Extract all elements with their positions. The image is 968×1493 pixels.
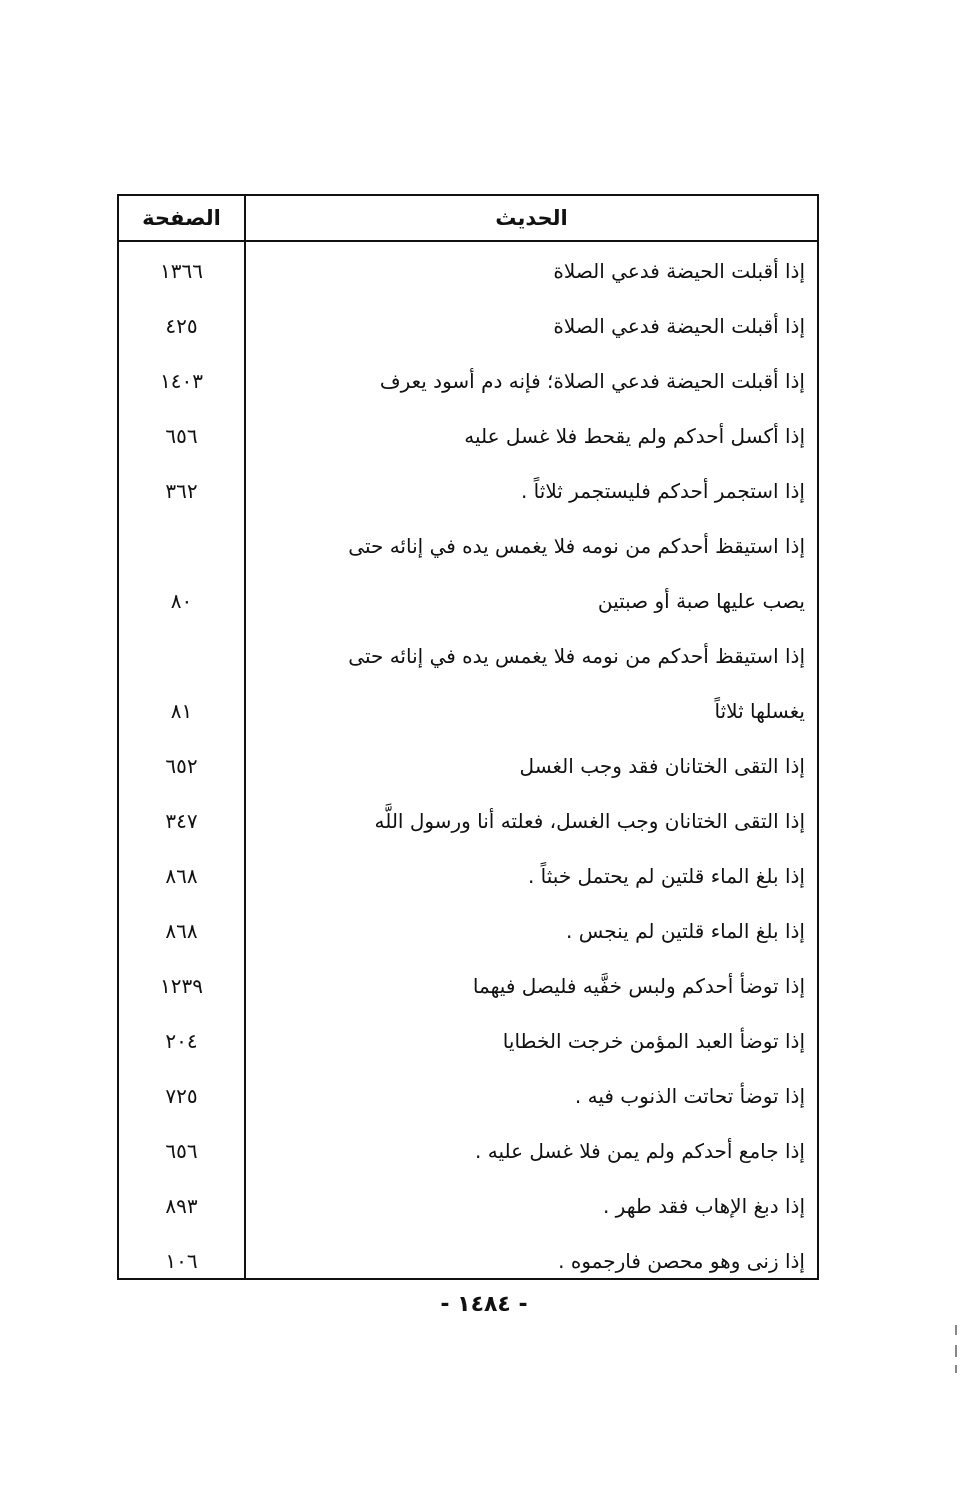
page-number: ١٤٠٣ bbox=[160, 369, 203, 393]
table-row bbox=[119, 1069, 817, 1124]
table-row bbox=[119, 629, 817, 739]
hadith-line: إذا زنى وهو محصن فارجموه . bbox=[558, 1249, 805, 1273]
hadith-line: إذا أكسل أحدكم ولم يقحط فلا غسل عليه bbox=[464, 424, 805, 448]
hadith-line: يغسلها ثلاثاً bbox=[714, 699, 805, 723]
table-row bbox=[119, 849, 817, 904]
hadith-text bbox=[256, 519, 805, 629]
header-page: الصفحة bbox=[142, 206, 221, 230]
table-row bbox=[119, 1014, 817, 1069]
hadith-line: إذا توضأ العبد المؤمن خرجت الخطايا bbox=[502, 1029, 805, 1053]
page-number: ٢٠٤ bbox=[165, 1029, 198, 1053]
hadith-text bbox=[256, 739, 805, 794]
hadith-line: إذا استجمر أحدكم فليستجمر ثلاثاً . bbox=[520, 479, 805, 503]
footer-page-number: - ١٤٨٤ - bbox=[440, 1292, 528, 1317]
hadith-text bbox=[256, 849, 805, 904]
table-row bbox=[119, 354, 817, 409]
hadith-text bbox=[256, 244, 805, 299]
table-header bbox=[119, 196, 817, 240]
hadith-line: إذا دبغ الإهاب فقد طهر . bbox=[602, 1194, 805, 1218]
hadith-line: إذا التقى الختانان فقد وجب الغسل bbox=[519, 754, 805, 778]
hadith-text bbox=[256, 299, 805, 354]
page-number: ٨٩٣ bbox=[165, 1194, 198, 1218]
hadith-text bbox=[256, 354, 805, 409]
hadith-text bbox=[256, 959, 805, 1014]
page-number: ٧٢٥ bbox=[165, 1084, 198, 1108]
hadith-line: إذا أقبلت الحيضة فدعي الصلاة bbox=[553, 259, 805, 283]
hadith-line: يصب عليها صبة أو صبتين bbox=[597, 589, 805, 613]
page-number: ٦٥٦ bbox=[165, 1139, 198, 1163]
table-row bbox=[119, 464, 817, 519]
page-number: ١٣٦٦ bbox=[160, 259, 203, 283]
hadith-text bbox=[256, 904, 805, 959]
hadith-line: إذا استيقظ أحدكم من نومه فلا يغمس يده في إنائه حتى bbox=[348, 534, 805, 558]
page-number: ٨٦٨ bbox=[165, 864, 198, 888]
page-number: ٨٦٨ bbox=[165, 919, 198, 943]
hadith-line: إذا أقبلت الحيضة فدعي الصلاة؛ فإنه دم أسود يعرف bbox=[379, 369, 805, 393]
hadith-text bbox=[256, 1014, 805, 1069]
page-number: ٦٥٦ bbox=[165, 424, 198, 448]
table-row bbox=[119, 1234, 817, 1289]
page-number: ٨٠ bbox=[170, 589, 193, 613]
hadith-index-table bbox=[117, 194, 819, 1280]
hadith-line: إذا بلغ الماء قلتين لم يحتمل خبثاً . bbox=[527, 864, 805, 888]
table-row bbox=[119, 519, 817, 629]
page-number: ٦٥٢ bbox=[165, 754, 198, 778]
table-row bbox=[119, 409, 817, 464]
hadith-text bbox=[256, 1069, 805, 1124]
scan-edge-mark bbox=[955, 1365, 957, 1373]
header-rule bbox=[119, 240, 817, 242]
page-number: ١٠٦ bbox=[165, 1249, 198, 1273]
table-row bbox=[119, 299, 817, 354]
hadith-text bbox=[256, 1124, 805, 1179]
hadith-text bbox=[256, 464, 805, 519]
page-number: ٣٤٧ bbox=[165, 809, 198, 833]
hadith-line: إذا جامع أحدكم ولم يمن فلا غسل عليه . bbox=[475, 1139, 805, 1163]
page-number: ٣٦٢ bbox=[165, 479, 198, 503]
table-row bbox=[119, 244, 817, 299]
page-number: ٤٢٥ bbox=[165, 314, 198, 338]
header-hadith: الحديث bbox=[495, 206, 568, 230]
table-row bbox=[119, 959, 817, 1014]
hadith-text bbox=[256, 1234, 805, 1289]
table-row bbox=[119, 794, 817, 849]
hadith-line: إذا التقى الختانان وجب الغسل، فعلته أنا ورسول اللَّه bbox=[374, 809, 805, 833]
page-number: ١٢٣٩ bbox=[160, 974, 203, 998]
hadith-text bbox=[256, 794, 805, 849]
table-row bbox=[119, 739, 817, 794]
hadith-line: إذا أقبلت الحيضة فدعي الصلاة bbox=[553, 314, 805, 338]
hadith-line: إذا استيقظ أحدكم من نومه فلا يغمس يده في إنائه حتى bbox=[348, 644, 805, 668]
hadith-line: إذا بلغ الماء قلتين لم ينجس . bbox=[566, 919, 805, 943]
table-row bbox=[119, 1124, 817, 1179]
hadith-text bbox=[256, 1179, 805, 1234]
table-row bbox=[119, 904, 817, 959]
hadith-text bbox=[256, 409, 805, 464]
hadith-line: إذا توضأ تحاتت الذنوب فيه . bbox=[574, 1084, 805, 1108]
table-body bbox=[119, 244, 817, 1289]
hadith-line: إذا توضأ أحدكم ولبس خفَّيه فليصل فيهما bbox=[472, 974, 805, 998]
page-number: ٨١ bbox=[170, 699, 193, 723]
scan-edge-mark bbox=[955, 1325, 957, 1335]
scan-edge-mark bbox=[955, 1345, 957, 1357]
table-row bbox=[119, 1179, 817, 1234]
hadith-text bbox=[256, 629, 805, 739]
